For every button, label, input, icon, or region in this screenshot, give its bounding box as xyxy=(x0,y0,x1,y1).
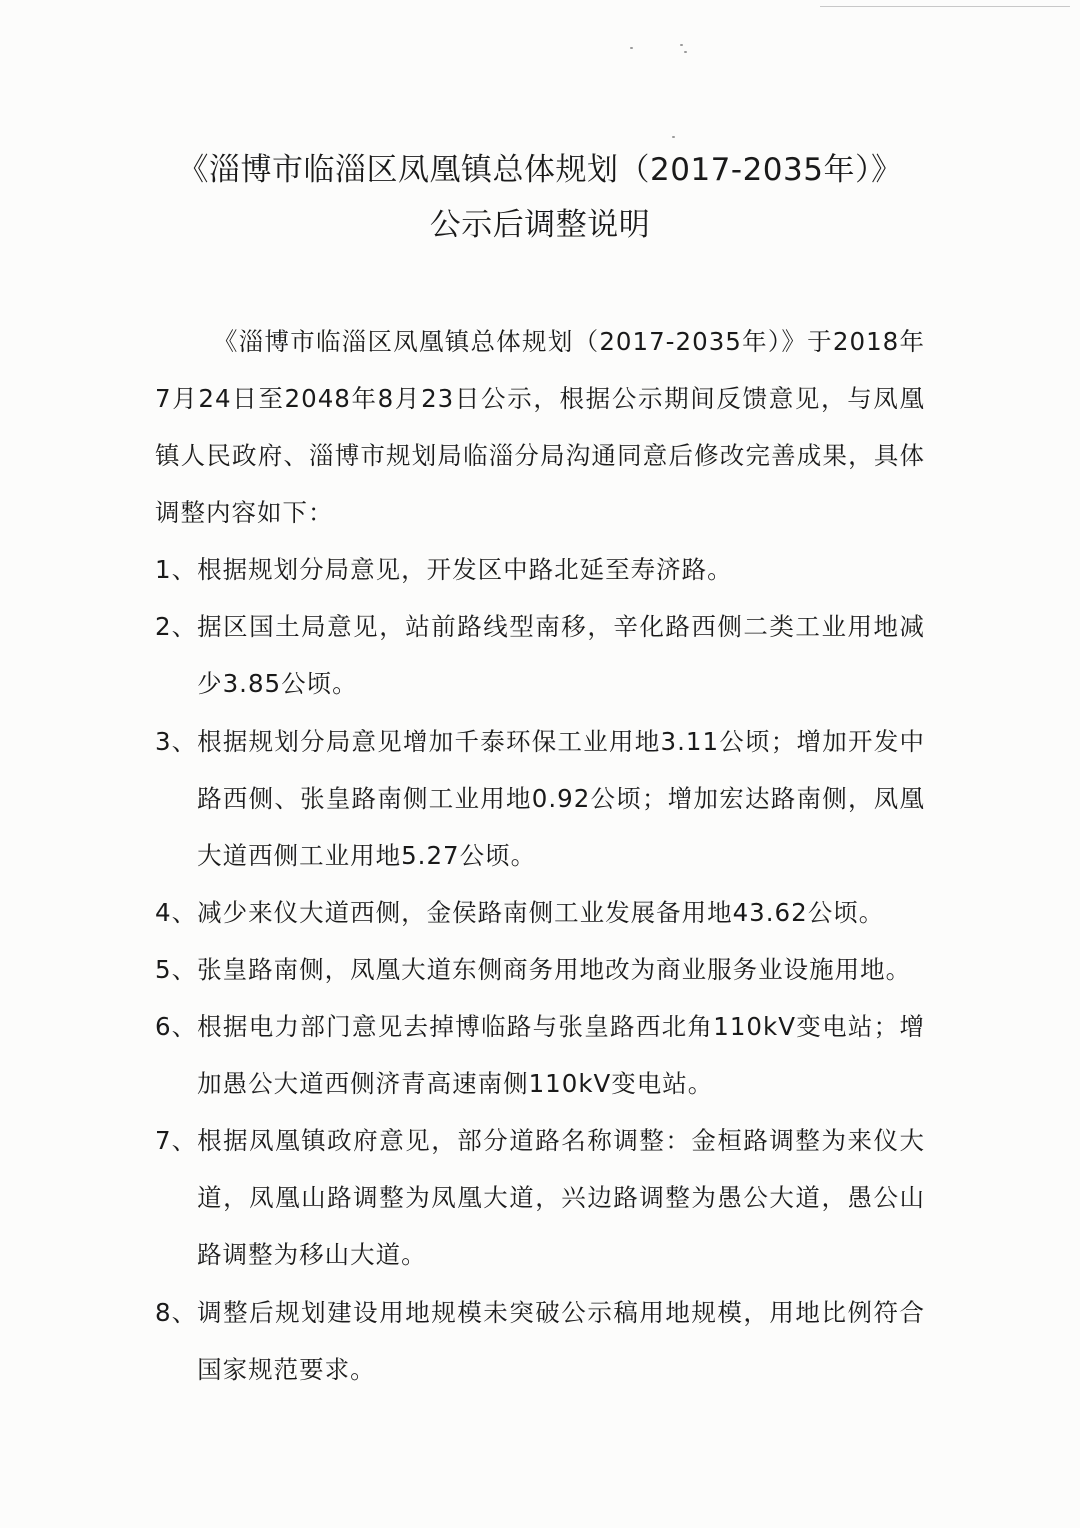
scan-edge-line xyxy=(820,6,1070,7)
list-item-text: 根据凤凰镇政府意见，部分道路名称调整：金桓路调整为来仪大道，凤凰山路调整为凤凰大道，兴边路调整为愚公大道，愚公山路调整为移山大道。 xyxy=(197,1126,925,1269)
list-item xyxy=(155,598,925,712)
list-item xyxy=(155,541,925,598)
scan-speck xyxy=(684,51,687,53)
list-item-number: 2、 xyxy=(155,612,198,641)
list-item-number: 1、 xyxy=(155,555,198,584)
list-item-number: 6、 xyxy=(155,1012,198,1041)
scan-speck xyxy=(630,47,633,49)
list-item xyxy=(155,1284,925,1398)
scan-speck xyxy=(680,44,683,46)
list-item-text: 张皇路南侧，凤凰大道东侧商务用地改为商业服务业设施用地。 xyxy=(197,955,912,984)
list-item-text: 调整后规划建设用地规模未突破公示稿用地规模，用地比例符合国家规范要求。 xyxy=(197,1298,925,1384)
list-item xyxy=(155,1112,925,1283)
list-item xyxy=(155,884,925,941)
list-item-number: 5、 xyxy=(155,955,198,984)
document-title: 《淄博市临淄区凤凰镇总体规划（2017-2035年）》 xyxy=(177,152,903,188)
list-item-text: 根据规划分局意见增加千泰环保工业用地3.11公顷；增加开发中路西侧、张皇路南侧工业用地0.92公顷；增加宏达路南侧，凤凰大道西侧工业用地5.27公顷。 xyxy=(197,727,925,870)
intro-paragraph: 《淄博市临淄区凤凰镇总体规划（2017-2035年）》于2018年7月24日至2048年8月23日公示，根据公示期间反馈意见，与凤凰镇人民政府、淄博市规划局临淄分局沟通同意后修改完善成果，具体调整内容如下： xyxy=(155,327,925,527)
list-item xyxy=(155,998,925,1112)
list-item-number: 3、 xyxy=(155,727,198,756)
document-subtitle: 公示后调整说明 xyxy=(429,207,651,243)
list-item-text: 据区国土局意见，站前路线型南移，辛化路西侧二类工业用地减少3.85公顷。 xyxy=(197,612,925,698)
list-item-text: 减少来仪大道西侧，金侯路南侧工业发展备用地43.62公顷。 xyxy=(197,898,885,927)
list-item-text: 根据电力部门意见去掉博临路与张皇路西北角110kV变电站；增加愚公大道西侧济青高速南侧110kV变电站。 xyxy=(197,1012,925,1098)
list-item-number: 8、 xyxy=(155,1298,198,1327)
list-item-number: 7、 xyxy=(155,1126,198,1155)
scan-speck xyxy=(672,136,675,138)
list-item-number: 4、 xyxy=(155,898,198,927)
list-item xyxy=(155,713,925,884)
list-item-text: 根据规划分局意见，开发区中路北延至寿济路。 xyxy=(197,555,733,584)
list-item xyxy=(155,941,925,998)
